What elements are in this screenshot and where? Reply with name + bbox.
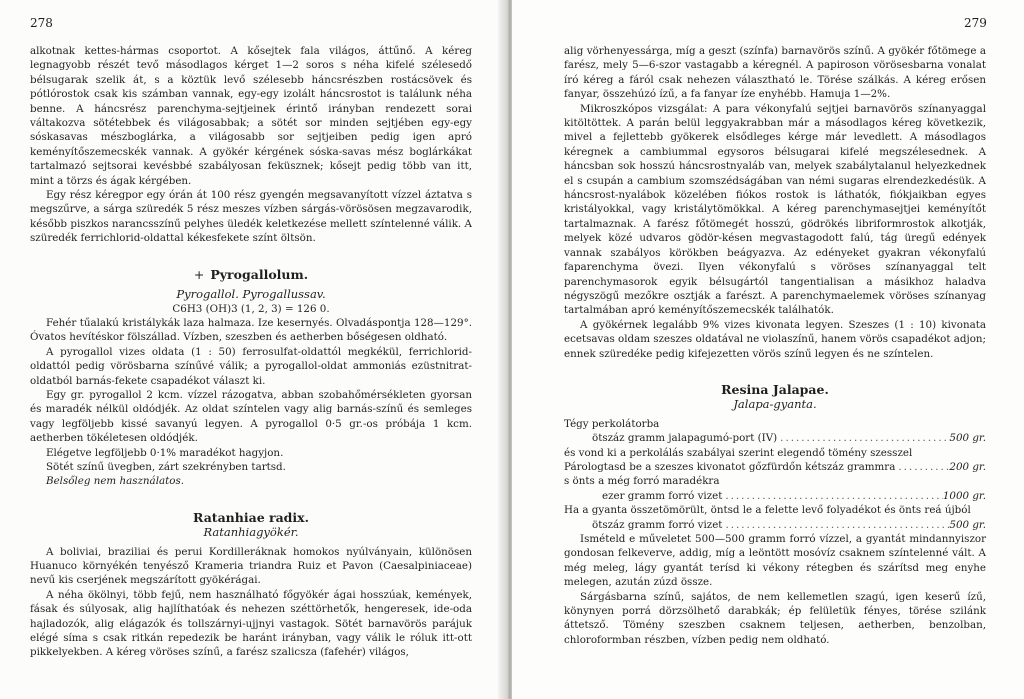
left-page-number: 278 <box>30 16 53 30</box>
right-page-number: 279 <box>964 16 987 30</box>
recipe-line-4: s önts a még forró maradékra <box>564 475 720 488</box>
cross-icon: + <box>193 266 205 282</box>
left-page-text <box>30 44 472 660</box>
recipe-row-1 <box>564 431 986 445</box>
resina-jalapae-title: Resina Jalapae. <box>721 381 829 397</box>
pyrogallolum-ash-line: Elégetve legföljebb 0·1% maradékot hagyjon. <box>46 446 284 459</box>
recipe-row-1-label: ötszáz gramm jalapagumó-port (IV) <box>592 432 778 445</box>
recipe-line-2: és vond ki a perkolálás szabályai szerint elegendő tömény szesszel <box>564 446 913 459</box>
right-paragraph-2: Mikroszkópos vizsgálat: A para vékonyfalú sejtjei barnavörös színanyaggal kitöltöttek. A parán belül leggyakrabban már a másodlagos kéreg következik, mivel a fejlettebb gyökerek elsődleges kérge már levedlett. A másodlagos kéregnek a cambiummal egysoros bélsugarai kifelé megszélesednek. A háncsban sok hosszú háncsrostnyaláb van, melyek szabálytalanul helyezkednek el s csupán a cambium szomszédságában van némi sugaras elrendezkedésük. A háncsrost-nyalábok közelében fiókos rostok is láthatók, fiókjaikban egyes kristályokkal, vagy kristálytömökkal. A kéreg parenchymasejtjei keményítőt tartalmaznak. A farész főtömegét hosszú, gödrökés libriformrostok alkotják, melyek közé udvaros gödör-késen megvastagodott falú, tág üregű edények vannak szabályos körökben beágyazva. Az edényeket gyakran vékonyfalú faparenchyma övezi. Ilyen vékonyfalú s vöröses színanyaggal telt parenchymasorok egyik bélsugártól tangentialisan a másikhoz haladva négyszögű mezőkre osztják a farészt. A parenchymaelemek vöröses színanyag tartalmában apró keményítőszemecskék találhatók. <box>564 102 986 317</box>
resina-jalapae-subtitle: Jalapa-gyanta. <box>733 397 817 412</box>
pyrogallolum-formula: C6H3 (OH)3 (1, 2, 3) = 126 0. <box>172 302 330 315</box>
ratanhiae-paragraph-2: A néha ökölnyi, több fejű, nem használható főgyökér ágai hosszúak, kemények, fásak és súlyosak, alig hajlíthatóak és nehezen széttörhetők, hengeresek, ide-oda hajladozók, alig elágazók és tollszárnyi-ujjnyi vastagok. Sötét barnavörös parájuk elégé síma s csak ritkán repedezik be haránt irányban, vagy válik le róluk itt-ott pikkelyekben. A kéreg vöröses színű, a farész szalicsza (fafehér) világos, <box>30 588 472 659</box>
pyrogallolum-title: Pyrogallolum. <box>210 266 309 282</box>
left-paragraph-2: Egy rész kéregpor egy órán át 100 rész gyengén megsavanyított vízzel áztatva s megszűrve, a sárga szüredék 5 rész meszes vízben sárgás-vörösösen megzavarodik, később piszkos narancsszínű pelyhes üledék keletkezése mellett színtelenné válik. A szüredék ferrichlorid-oldattal kékesfekete színt öltsön. <box>30 189 472 245</box>
recipe-row-3-leader <box>895 460 949 474</box>
recipe-row-5-label: ezer gramm forró vizet <box>602 489 723 502</box>
recipe-row-7-leader <box>722 518 949 532</box>
pyrogallolum-storage-line: Sötét színű üvegben, zárt szekrényben tartsd. <box>46 460 286 473</box>
recipe-line-6: Ha a gyanta összetömörült, öntsd le a felette levő folyadékot és önts reá újból <box>564 504 971 517</box>
right-paragraph-1: alig vörhenyessárga, míg a geszt (színfa) barnavörös színű. A gyökér főtömege a farész, mely 5—6-szor vastagabb a kéregnél. A papiroson vörösesbarna vonalat író kéreg a fáról csak nehezen választható le. Törése szálkás. A kéreg erősen fanyar, összehúzó ízű, a fa fanyar íze enyhébb. Hamuja 1—2%. <box>564 45 986 101</box>
resina-paragraph-1: Ismételd e műveletet 500—500 gramm forró vízzel, a gyantát mindannyiszor gondosan felkeverve, addig, míg a leöntött mosóvíz csaknem színtelenné vált. A még meleg, lágy gyantát terísd ki vékony rétegben és szárítsd meg enyhe melegen, azután zúzd össze. <box>564 533 986 589</box>
recipe-row-5 <box>564 489 986 503</box>
recipe-row-5-leader <box>722 489 943 503</box>
recipe-row-7 <box>564 518 986 532</box>
pyrogallolum-usage-line: Belsőleg nem használatos. <box>46 475 185 488</box>
recipe-intro: Tégy perkolátorba <box>564 417 660 430</box>
left-paragraph-1: alkotnak kettes-hármas csoportot. A kősejtek fala világos, áttűnő. A kéreg legnagyobb részét tevő másodlagos kérget 1—2 soros s néha kifelé szélesedő bélsugarak szelik át, s a köztük levő szélesebb háncsrészben rostácsövek és pótlórostok csak kis számban vannak, egy-egy izolált háncsrostot is találunk néha benne. A háncsrész parenchyma-sejtjeinek érintő irányban rendezett sorai váltakozva sötétebbek és világosabbak; a sötét sor minden sejtjében egy-egy sóskasavas mészboglárka, a világosabb sor sejtjeiben pedig igen apró keményítőszemecskék vannak. A gyökér kérgének sóska-savas mész boglárkákat tartalmazó sejtsorai kevésbbé szabályosan feküsznek; kősejt pedig több van itt, mint a törzs és ágak kérgében. <box>30 45 472 187</box>
left-page <box>0 0 508 699</box>
right-page <box>512 0 1024 699</box>
resina-paragraph-2: Sárgásbarna színű, sajátos, de nem kellemetlen szagú, igen keserű ízű, könynyen porrá dörzsölhető darabkák; ép felületük fényes, törése szilánk áttetsző. Tömény szeszben csaknem teljesen, aetherben, benzolban, chloroformban részben, vízben pedig nem oldható. <box>564 590 986 646</box>
pyrogallolum-paragraph-1: Fehér tűalakú kristálykák laza halmaza. Ize kesernyés. Olvadáspontja 128—129°. Óvatos hevítéskor fölszállad. Vízben, szeszben és aetherben bőségesen oldható. <box>30 316 472 344</box>
recipe-row-1-amount: 500 gr. <box>949 432 986 445</box>
recipe-row-3 <box>564 460 986 474</box>
pyrogallolum-subtitle: Pyrogallol. Pyrogallussav. <box>176 287 326 302</box>
pyrogallolum-paragraph-3: Egy gr. pyrogallol 2 kcm. vízzel rázogatva, abban szobahőmérsékleten gyorsan és maradék nélkül oldódjék. Az oldat színtelen vagy alig barnás-színű és semleges vagy legföljebb kissé savanyú legyen. A pyrogallol 0·5 gr.-os próbája 1 kcm. aetherben tökéletesen oldódjék. <box>30 388 472 445</box>
ratanhiae-title: Ratanhiae radix. <box>193 509 309 525</box>
recipe-row-3-label: Párologtasd be a szeszes kivonatot gőzfürdőn kétszáz grammra <box>564 460 896 473</box>
ratanhiae-subtitle: Ratanhiagyökér. <box>203 525 299 540</box>
recipe-row-7-amount: 500 gr. <box>949 518 986 531</box>
right-page-text <box>564 44 986 647</box>
ratanhiae-paragraph-1: A boliviai, braziliai és perui Kordilleráknak homokos nyúlványain, különösen Huanuco környékén tenyésző Krameria triandra Ruiz et Pavon (Caesalpiniaceae) nevű kis cserjének megszárított gyökérágai. <box>30 545 472 587</box>
pyrogallolum-heading <box>30 268 472 282</box>
recipe-row-1-leader <box>777 431 949 445</box>
recipe-row-5-amount: 1000 gr. <box>942 489 986 502</box>
recipe-row-3-amount: 200 gr. <box>949 460 986 473</box>
pyrogallolum-paragraph-2: A pyrogallol vizes oldata (1 : 50) ferrosulfat-oldattól megkékül, ferrichlorid-oldattól pedig vörösbarna színűvé válik; a pyrogallol-oldat ammoniás ezüstnitrat-oldatból barnás-fekete csapadékot választ ki. <box>30 345 472 387</box>
right-paragraph-3: A gyökérnek legalább 9% vizes kivonata legyen. Szeszes (1 : 10) kivonata ecetsavas oldam szeszes oldatával ne violaszínű, hanem vörös csapadékot adjon; ennek szüredéke pedig kifejezetten vörös színű legyen és ne színtelen. <box>564 318 986 360</box>
recipe-row-7-label: ötszáz gramm forró vizet <box>592 518 723 531</box>
